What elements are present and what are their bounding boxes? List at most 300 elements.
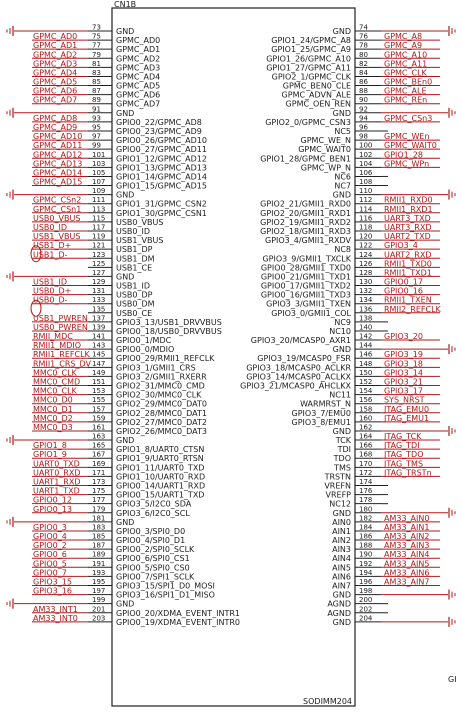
pin-name: GPMC_ADVN_ALE [281,90,351,100]
pin-number: 183 [92,523,106,532]
pin-number: 184 [359,523,373,532]
net-label: GPMC_AD2 [33,50,78,60]
net-label: GPIO3_14 [384,368,423,378]
net-label: UART0_TXD [33,459,80,469]
pin-number: 100 [359,141,373,150]
pin-number: 193 [92,568,106,577]
pin-number: 178 [359,496,373,505]
net-label: USB0_ID [33,222,68,232]
net-label: USB1_D- [33,250,68,260]
ground-symbol-icon [449,26,455,36]
pin-name: NC8 [334,245,351,255]
pin-name: GPIO2_28/MMC0_DAT1 [116,408,207,418]
net-label: GPMC_AD6 [33,86,78,96]
pin-number: 173 [92,478,106,486]
pin-name: GPMC_AD3 [116,63,161,73]
pin-name: GPIO0_26/GPMC_AD10 [116,136,207,146]
pin-number: 82 [359,59,368,68]
net-label: GPMC_WPn [384,159,430,169]
pin-name: GPIO3_15/SPI1_D0_MOSI [116,581,215,591]
pin-name: GPIO0_27/GPMC_AD11 [116,145,207,155]
net-label: RMII1_RXD0 [384,195,433,205]
net-label: GPMC_CSn1 [33,204,82,214]
pin-name: TDO [333,454,351,464]
pin-name: GPIO3_13/USB1_DRVVBUS [116,317,222,327]
pin-name: USB0_CE [116,308,153,318]
pin-number: 204 [359,614,373,623]
pin-name: AIN5 [332,563,351,573]
pin-name: GPIO2_20/GMII1_RXD1 [260,208,351,218]
pin-number: 139 [92,323,106,332]
pin-number: 98 [359,132,368,141]
net-label: UART3_RXD [384,222,432,232]
pin-number: 118 [359,223,373,232]
net-label: GPIO0_7 [33,568,67,578]
pin-name: GPIO0_3/SPI0_D0 [116,526,186,536]
pin-name: GPIO1_9/UART0_RTSN [116,454,204,464]
pin-number: 115 [92,214,106,223]
pin-name: GND [332,426,351,436]
pin-name: GND [332,617,351,627]
pin-name: GPMC_WP_N [300,163,351,173]
net-label: GPMC_AD0 [33,32,78,42]
pin-name: GPMC_AD5 [116,81,161,91]
pin-number: 188 [359,541,373,550]
net-label: USB0_D+ [33,286,72,296]
pin-number: 148 [359,359,373,368]
ground-symbol-icon [7,108,13,118]
net-label: AM33_AIN3 [384,541,430,551]
pin-name: AIN0 [332,517,351,527]
pin-number: 138 [359,314,373,323]
net-label: GPMC_AD7 [33,95,78,105]
pin-name: GPIO1_31/GPMC_CSN2 [116,199,207,209]
pin-number: 163 [92,432,106,441]
net-label: RMII1_CRS_DV [33,359,91,369]
pin-number: 99 [92,141,101,150]
pin-number: 165 [92,441,106,450]
pin-number: 125 [92,259,106,268]
pin-number: 145 [92,350,106,359]
pin-name: GPIO2_31/MMC0_CMD [116,381,205,391]
net-label: MMC0_CLK [33,368,77,378]
pin-name: GPIO1_27/GPMC_A11 [266,63,351,73]
pin-number: 91 [92,105,101,114]
net-label: GPMC_AD12 [33,150,83,160]
pin-name: GPMC_AD2 [116,54,161,64]
pin-number: 161 [92,423,106,432]
net-label: GPMC_AD10 [33,132,83,142]
pin-number: 167 [92,450,106,459]
pin-name: GPIO0_20/XDMA_EVENT_INTR1 [116,608,240,618]
pin-number: 172 [359,468,373,477]
pin-name: GPIO1_13/GPMC_AD13 [116,163,207,173]
pin-number: 179 [92,505,106,514]
pin-name: GPIO0_4/SPI0_D1 [116,536,186,546]
pin-name: GPMC_AD6 [116,90,161,100]
pin-name: USB1_CE [116,263,153,273]
net-label: RMII_MDC [33,332,73,342]
pin-name: GPIO2_18/GMII1_RXD3 [260,226,351,236]
ground-symbol-icon [7,271,13,281]
net-label: GPMC_AD3 [33,59,78,69]
pin-number: 137 [92,314,106,323]
net-label: GPIO0_3 [33,522,67,532]
pin-number: 152 [359,378,373,387]
net-label: GPMC_A10 [384,50,428,60]
ground-symbol-icon [7,190,13,200]
net-label: GPIO0_5 [33,559,67,569]
pin-number: 104 [359,159,373,168]
pin-name: GPMC_AD4 [116,72,161,82]
pin-name: GPIO3_5/I2C0_SDA [116,499,192,509]
pin-number: 147 [92,359,106,368]
pin-number: 90 [359,96,368,105]
pin-number: 168 [359,450,373,459]
pin-number: 142 [359,332,373,341]
net-label: JTAG_TDI [384,441,420,451]
net-label: GPMC_A8 [384,32,423,42]
ground-symbol-icon [449,426,455,436]
pin-number: 89 [92,96,101,105]
pin-name: GPIO2_29/MMC0_DAT0 [116,399,207,409]
pin-name: AIN3 [332,545,351,555]
pin-name: USB0_DM [116,299,155,309]
net-label: JTAG_EMU0 [384,404,430,414]
net-label: GPIO0_6 [33,550,67,560]
pin-number: 78 [359,41,368,50]
pin-number: 153 [92,387,106,396]
net-label: AM33_AIN1 [384,522,430,532]
net-label: UART3_TXD [384,213,431,223]
pin-name: GPIO2_27/MMC0_DAT2 [116,417,207,427]
pin-number: 131 [92,287,106,296]
pin-number: 93 [92,114,101,123]
ground-symbol-icon [449,590,455,600]
net-label: MMC0_D2 [33,413,73,423]
net-label: JTAG_TMS [384,459,424,469]
pin-name: GPIO0_16/GMII1_TXD3 [260,290,351,300]
net-label: GPMC_ALE [384,86,427,96]
pin-name: GPIO3_18/MCASP0_ACLKR [246,363,351,373]
pin-name: GND [332,590,351,600]
pin-name: GPIO1_12/GPMC_AD12 [116,154,207,164]
pin-number: 94 [359,114,368,123]
pin-name: GPIO0_0/MDIO [116,345,175,355]
net-label: GPIO3_15 [33,577,72,587]
pin-number: 127 [92,268,106,277]
pin-number: 186 [359,532,373,541]
pin-name: GPIO3_0/GMII1_COL [271,308,351,318]
left-pin-group [32,24,240,627]
pin-name: GPIO0_23/GPMC_AD9 [116,126,202,136]
pin-name: GPIO1_28/GPMC_BEN1 [260,154,351,164]
ground-symbol-icon [7,599,13,609]
pin-name: TCK [335,436,351,446]
pin-name: GPIO2_0/GPMC_CSN3 [265,117,351,127]
net-label: USB0_D- [33,295,68,305]
pin-name: AGND [327,599,351,609]
pin-number: 106 [359,168,373,177]
pin-number: 144 [359,341,373,350]
pin-number: 197 [92,587,106,596]
pin-name: GPIO0_28/GMII1_TXD0 [260,263,351,273]
pin-name: VREFP [325,490,351,500]
pin-number: 109 [92,187,106,196]
pin-number: 120 [359,232,373,241]
net-label: GPIO3_21 [384,377,423,387]
pin-number: 95 [92,123,101,132]
pin-number: 119 [92,232,106,241]
pin-number: 154 [359,387,373,396]
pin-number: 116 [359,214,373,223]
pin-number: 105 [92,168,106,177]
net-label: USB1_ID [33,277,68,287]
pin-number: 129 [92,278,106,287]
pin-number: 108 [359,178,373,187]
pin-number: 202 [359,605,373,614]
pin-number: 192 [359,559,373,568]
net-label: AM33_AIN2 [384,532,430,542]
net-label: UART2_RXD [384,250,432,260]
pin-number: 88 [359,87,368,96]
pin-name: USB0_VBUS [116,217,164,227]
net-label: GPMC_AD11 [33,141,83,151]
net-label: GPMC_AD8 [33,113,78,123]
pin-number: 198 [359,587,373,596]
pin-number: 134 [359,296,373,305]
pin-name: GPIO0_5/SPI0_CS0 [116,563,190,573]
pin-name: GPIO2_30/MMC0_CLK [116,390,202,400]
net-label: AM33_INT1 [33,604,78,614]
net-label: USB0_PWREN [33,322,88,332]
pin-number: 199 [92,596,106,605]
net-label: GPIO3_18 [384,359,423,369]
net-label: GPIO1_9 [33,450,67,460]
pin-number: 175 [92,487,106,496]
pin-name: GPIO1_14/GPMC_AD14 [116,172,207,182]
pin-number: 190 [359,550,373,559]
pin-number: 160 [359,414,373,423]
pin-number: 73 [92,23,101,32]
net-label: GPMC_A9 [384,41,423,51]
pin-number: 101 [92,150,106,159]
net-label: GPMC_CSn3 [384,113,433,123]
pin-number: 84 [359,68,368,77]
net-label: USB1_D+ [33,241,72,251]
pin-name: GPIO0_21/GMII1_TXD1 [260,272,351,282]
pin-name: GPIO3_19/MCASP0_FSR [257,354,351,364]
net-label: GPMC_AD5 [33,77,78,87]
net-label: GPMC_AD14 [33,168,83,178]
pin-name: USB1_ID [116,281,151,291]
net-label: GPMC_CLK [384,68,427,78]
pin-name: GPMC_WAIT0 [298,145,351,155]
pin-name: TDI [337,445,351,455]
net-label: GPIO3_16 [33,586,72,596]
pin-number: 97 [92,132,101,141]
pin-name: GND [116,272,135,282]
pin-number: 158 [359,405,373,414]
net-label: MMC0_D1 [33,404,73,414]
pin-number: 174 [359,478,373,486]
pin-number: 103 [92,159,106,168]
pin-name: GPIO2_21/GMII1_RXD0 [260,199,351,209]
net-label: MMC0_D0 [33,395,73,405]
pin-number: 87 [92,87,101,96]
pin-name: GND [116,517,135,527]
net-label: GPMC_WAIT0 [384,141,437,151]
pin-number: 111 [92,196,106,205]
pin-name: GPIO1_15/GPMC_AD15 [116,181,207,191]
ground-symbol-icon [449,617,455,627]
pin-number: 136 [359,305,373,314]
pin-name: AIN4 [332,554,351,564]
pin-number: 180 [359,505,373,514]
pin-name: GPMC_AD0 [116,36,161,46]
pin-name: GPIO0_19/XDMA_EVENT_INTR0 [116,617,240,627]
pin-number: 156 [359,396,373,405]
pin-number: 151 [92,378,106,387]
pin-name: GPMC_BEN0_CLE [282,81,351,91]
ground-symbol-icon [7,435,13,445]
pin-name: GND [116,27,135,36]
net-label: AM33_AIN6 [384,568,430,578]
pin-number: 96 [359,123,368,132]
ground-symbol-icon [7,26,13,36]
pin-number: 77 [92,41,101,50]
pin-name: GPIO3_8/EMU1 [291,417,351,427]
pin-name: USB1_DM [116,254,155,264]
pin-number: 81 [92,59,101,68]
pin-name: GPIO0_7/SPI1_SCLK [116,572,195,582]
net-label: JTAG_TRSTn [384,468,432,478]
pin-name: USB1_VBUS [116,236,164,246]
pin-number: 132 [359,287,373,296]
net-label: GPIO1_8 [33,441,67,451]
pin-name: GPIO0_17/GMII1_TXD2 [260,281,351,291]
pin-number: 169 [92,459,106,468]
pin-number: 107 [92,178,106,187]
pin-name: TMS [334,463,351,473]
net-label: RMII1_TXD1 [384,268,432,278]
net-label: USB1_VBUS [33,232,81,242]
pin-name: GPIO3_3/GMII1_TXEN [266,299,351,309]
pin-number: 146 [359,350,373,359]
net-label: USB0_VBUS [33,213,81,223]
ground-symbol-icon [7,517,13,527]
pin-number: 92 [359,105,368,114]
net-label: GPIO3_17 [384,386,423,396]
pin-name: GPIO1_24/GPMC_A8 [271,36,351,46]
pin-number: 74 [359,23,368,32]
pin-number: 176 [359,487,373,496]
net-label: GPIO0_4 [33,532,67,542]
pin-name: GPIO2_19/GMII1_RXD2 [260,217,351,227]
pin-number: 200 [359,596,373,605]
net-label: GPMC_AD1 [33,41,78,51]
net-label: JTAG_EMU1 [384,413,430,423]
net-label: AM33_AIN0 [384,513,430,523]
pin-number: 187 [92,541,106,550]
pin-number: 155 [92,396,106,405]
net-label: GPMC_AD15 [33,177,83,187]
pin-number: 79 [92,50,101,59]
net-label: GPIO3_20 [384,332,423,342]
pin-name: GPIO1_30/GPMC_CSN1 [116,208,207,218]
net-label: UART1_TXD [33,486,80,496]
net-label: GPIO0_2 [33,541,67,551]
pin-name: GPIO3_14/MCASP0_ACLKX [246,372,351,382]
pin-name: GPIO3_1/GMII1_CRS [116,363,196,373]
pin-name: NC7 [334,181,351,191]
pin-name: GPIO3_21/MCASP0_AHCLKX [240,381,351,391]
pin-number: 185 [92,532,106,541]
net-label: RMII1_MDIO [33,341,81,351]
pin-name: GPIO0_6/SPI0_CS1 [116,554,190,564]
pin-number: 86 [359,78,368,87]
pin-name: AIN2 [332,536,351,546]
pin-name: GPIO3_7/EMU0 [291,408,351,418]
ground-symbol-icon [449,108,455,118]
pin-name: NC10 [329,326,351,336]
pin-number: 171 [92,468,106,477]
pin-name: GPIO3_9/GMII1_TXCLK [262,254,351,264]
net-label: RMII1_REFCLK [33,350,90,360]
pin-number: 76 [359,32,368,41]
pin-name: GPIO0_14/UART1_RXD [116,481,206,491]
net-label: GPIO0_16 [384,286,423,296]
pin-name: USB0_ID [116,226,151,236]
pin-name: GPIO0_18/USB0_DRVVBUS [116,326,222,336]
pin-number: 162 [359,423,373,432]
ground-symbol-icon [449,190,455,200]
net-label: AM33_AIN5 [384,559,430,569]
pin-name: GPIO0_15/UART1_TXD [116,490,205,500]
pin-number: 133 [92,296,106,305]
net-label: GPMC_WEn [384,132,430,142]
pin-number: 196 [359,577,373,586]
net-label: MMC0_D3 [33,422,73,432]
net-label: GPIO0_12 [33,495,72,505]
pin-name: GND [116,436,135,446]
pin-number: 102 [359,150,373,159]
pin-number: 121 [92,241,106,250]
pin-name: WARMRST_N [300,399,351,409]
net-label: USB1_PWREN [33,313,88,323]
pin-number: 164 [359,432,373,441]
pin-name: GPMC_AD1 [116,45,161,55]
pin-name: GND [116,108,135,118]
net-label: RMII2_REFCLK [384,304,441,314]
pin-name: GPIO2_1/GPMC_CLK [271,72,351,82]
pin-number: 141 [92,332,106,341]
pin-number: 166 [359,441,373,450]
pin-number: 122 [359,241,373,250]
pin-number: 83 [92,68,101,77]
net-label: GPMC_CSn2 [33,195,82,205]
pin-name: AGND [327,608,351,618]
pin-name: GND [116,599,135,609]
pin-name: GPIO1_26/GPMC_A10 [266,54,351,64]
pin-name: TRSTN [324,472,351,482]
net-label: GPMC_AD4 [33,68,78,78]
pin-number: 194 [359,568,373,577]
pin-name: GPMC_OEN_REN [285,99,351,109]
pin-name: GPIO0_29/RMII1_REFCLK [116,354,215,364]
ground-symbol-icon [449,344,455,354]
pin-name: GPIO3_16/SPI1_D1_MISO [116,590,215,600]
